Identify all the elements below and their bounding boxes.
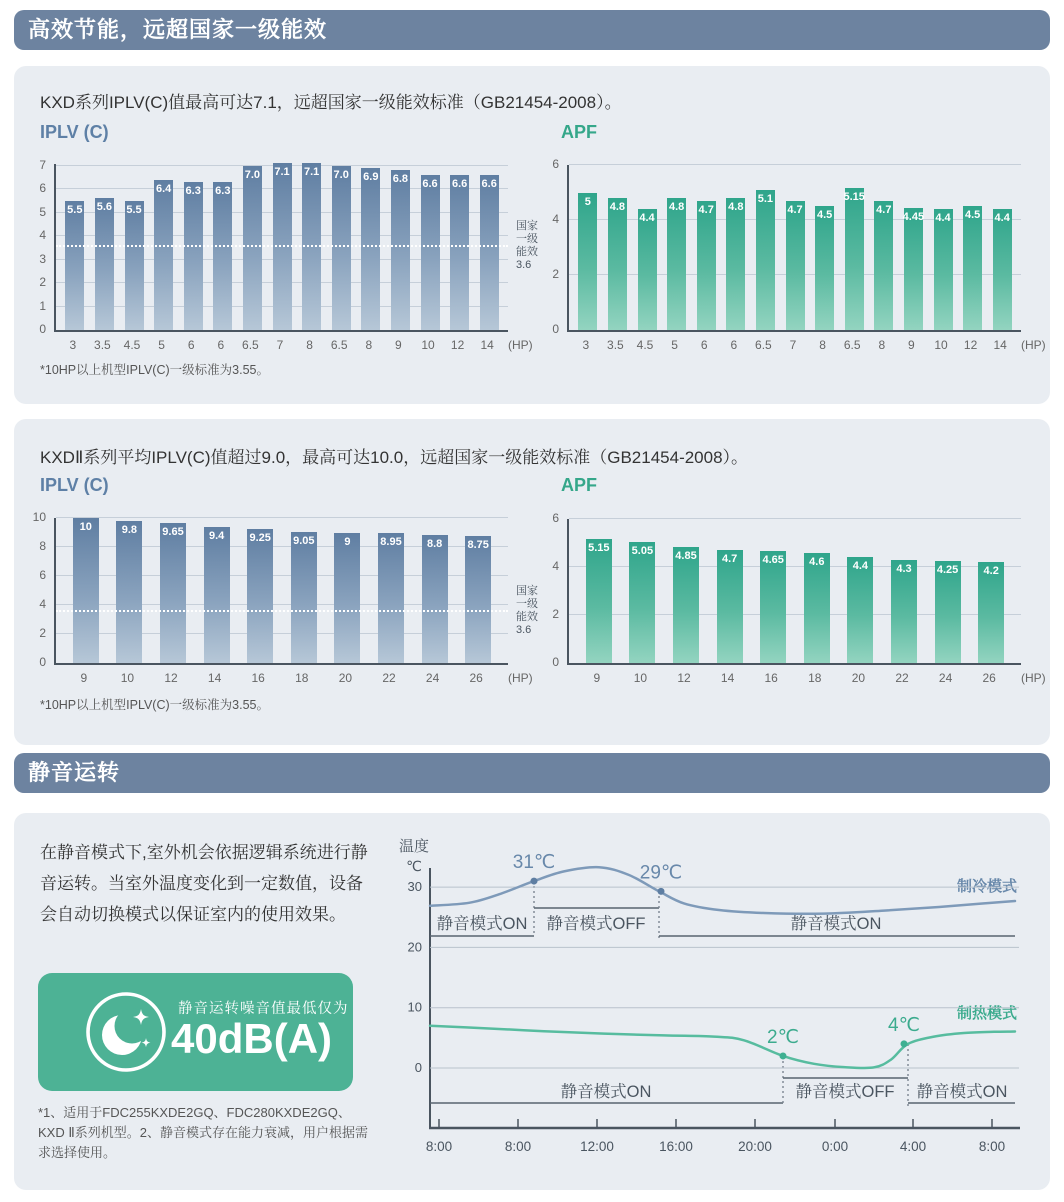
heating-segment-label: 静音模式OFF — [795, 1083, 895, 1101]
bar — [760, 551, 786, 663]
y-tick-label: 2 — [552, 267, 559, 281]
bar — [361, 168, 380, 330]
kxd2-footnote: *10HP以上机型IPLV(C)一级标准为3.55。 — [40, 698, 269, 712]
bar — [845, 188, 864, 330]
x-tick-label: 12 — [963, 338, 978, 352]
y-tick-label: 4 — [552, 559, 559, 573]
bar — [786, 201, 805, 330]
bar-value-label: 4.5 — [816, 209, 833, 222]
kxd2-intro-text: KXDⅡ系列平均IPLV(C)值超过9.0，最高可达10.0，远超国家一级能效标准（GB21454-2008）。 — [40, 448, 749, 467]
bar — [334, 533, 360, 664]
x-tick-label: 8 — [878, 338, 886, 352]
bar-value-label: 6.4 — [155, 182, 172, 195]
y-tick-label: 6 — [552, 511, 559, 525]
threshold-temp-label: 29℃ — [639, 862, 683, 884]
bar — [213, 182, 232, 330]
x-tick-label: 7 — [789, 338, 797, 352]
bar — [73, 518, 99, 663]
bar — [891, 560, 917, 663]
bar — [726, 198, 745, 330]
kxd-iplv-chart-title: IPLV (C) — [40, 122, 109, 142]
bar-value-label: 9.4 — [208, 529, 225, 542]
bar-plot — [54, 518, 508, 665]
bar — [697, 201, 716, 330]
bar-value-label: 10 — [79, 521, 92, 533]
panel-kxd2-series — [14, 419, 1050, 745]
standard-note-line: 国家 — [516, 220, 538, 232]
bar-value-label: 9.8 — [121, 523, 138, 536]
y-tick-label: 7 — [39, 157, 46, 172]
x-tick-label: 5 — [671, 338, 678, 352]
panel-quiet-mode — [14, 813, 1050, 1190]
bar — [815, 206, 834, 330]
y-tick-label: 0 — [414, 1060, 422, 1075]
x-tick-label: 6 — [700, 338, 708, 352]
bar — [116, 521, 142, 663]
x-tick-label: 3.5 — [94, 338, 111, 352]
x-tick-label: 20 — [851, 671, 866, 685]
threshold-temp-label: 4℃ — [888, 1014, 920, 1036]
bar — [204, 527, 230, 663]
bar-value-label: 9.65 — [162, 526, 184, 539]
bar-value-label: 4.6 — [809, 555, 825, 568]
y-tick-label: 20 — [407, 939, 422, 955]
x-tick-label: 18 — [295, 671, 309, 685]
bar-value-label: 9 — [344, 535, 351, 548]
y-axis-title: 温度 — [398, 838, 430, 855]
x-tick-label: 14 — [720, 671, 735, 685]
bar — [804, 553, 830, 663]
bar — [629, 542, 655, 663]
x-tick-label: 20:00 — [738, 1139, 772, 1154]
x-tick-label: 14 — [480, 338, 494, 352]
bar-value-label: 8.95 — [380, 536, 402, 549]
cooling-curve — [430, 867, 1015, 914]
bar — [963, 206, 982, 330]
bar-value-label: 5.5 — [126, 203, 142, 216]
y-tick-label: 10 — [32, 510, 46, 524]
y-tick-label: 4 — [552, 212, 559, 226]
bar — [934, 209, 953, 330]
x-tick-label: 16:00 — [659, 1139, 693, 1154]
bar-value-label: 4.8 — [668, 201, 685, 213]
x-unit-label: (HP) — [1021, 671, 1046, 685]
bar — [578, 193, 597, 331]
x-tick-label: 6.5 — [755, 338, 772, 352]
x-tick-label: 18 — [808, 671, 822, 685]
quiet-mode-temperature-chart — [384, 818, 1052, 1168]
bar — [184, 182, 203, 330]
bar — [717, 550, 743, 663]
threshold-marker — [780, 1052, 787, 1059]
threshold-marker — [531, 878, 538, 885]
x-tick-label: 3 — [582, 338, 590, 352]
bar — [480, 175, 499, 330]
standard-note-line: 国家 — [516, 585, 538, 597]
y-tick-label: 4 — [39, 228, 46, 242]
cooling-mode-label: 制冷模式 — [956, 878, 1017, 895]
x-tick-label: 6 — [730, 338, 738, 352]
x-unit-label: (HP) — [508, 671, 533, 685]
bar — [332, 166, 351, 331]
x-tick-label: 10 — [120, 671, 135, 685]
x-tick-label: 8:00 — [425, 1139, 453, 1154]
bar — [154, 180, 173, 330]
bar-value-label: 4.45 — [902, 210, 925, 223]
x-tick-label: 0:00 — [821, 1139, 849, 1154]
bar-value-label: 4.65 — [762, 554, 784, 567]
y-tick-label: 10 — [407, 999, 422, 1015]
bar-value-label: 4.7 — [721, 553, 738, 566]
y-tick-label: 30 — [407, 879, 422, 895]
standard-efficiency-line — [56, 245, 508, 247]
x-tick-label: 8 — [306, 338, 313, 352]
bar-value-label: 9.25 — [249, 531, 271, 544]
bar-value-label: 5.6 — [96, 201, 113, 214]
bar — [993, 209, 1012, 330]
noise-badge — [38, 973, 353, 1091]
x-tick-label: 22 — [895, 671, 909, 685]
x-tick-label: 3.5 — [607, 338, 624, 352]
bar-value-label: 7.1 — [303, 166, 320, 179]
y-tick-label: 2 — [552, 607, 559, 621]
y-tick-label: 0 — [39, 322, 46, 336]
bar — [391, 170, 410, 330]
bar — [378, 533, 404, 663]
x-tick-label: 6 — [187, 338, 195, 352]
x-tick-label: 14 — [207, 671, 222, 685]
x-tick-label: 4.5 — [123, 338, 141, 352]
bar-value-label: 4.4 — [935, 212, 951, 224]
x-tick-label: 9 — [395, 338, 402, 352]
bar-value-label: 6.6 — [481, 177, 497, 190]
bar-value-label: 8.75 — [467, 539, 489, 552]
bar-value-label: 4.3 — [896, 562, 912, 575]
y-tick-label: 5 — [39, 204, 46, 219]
gridline — [56, 517, 508, 518]
x-tick-label: 8 — [819, 338, 826, 352]
bar — [608, 198, 627, 330]
x-unit-label: (HP) — [1021, 338, 1046, 352]
x-tick-label: 5 — [158, 338, 165, 352]
x-tick-label: 8:00 — [504, 1139, 532, 1154]
bar-value-label: 5.15 — [843, 191, 865, 204]
y-tick-label: 2 — [39, 626, 46, 640]
standard-efficiency-line — [56, 610, 508, 612]
bar — [465, 536, 491, 663]
x-tick-label: 6.5 — [330, 338, 348, 352]
kxd2-iplv-chart-title: IPLV (C) — [40, 475, 109, 495]
bar — [422, 535, 448, 663]
kxd-intro-text: KXD系列IPLV(C)值最高可达7.1，远超国家一级能效标准（GB21454-2008）。 — [40, 93, 622, 112]
bar — [935, 561, 961, 663]
x-tick-label: 6.5 — [843, 338, 861, 352]
x-tick-label: 4:00 — [899, 1139, 927, 1154]
gridline — [569, 164, 1021, 165]
panel-kxd-series — [14, 66, 1050, 404]
bar — [247, 529, 273, 663]
standard-efficiency-note — [516, 220, 538, 272]
section-header-quiet: 静音运转 — [14, 753, 1050, 793]
bar-value-label: 8.8 — [426, 538, 443, 551]
bar-value-label: 6.9 — [363, 170, 379, 183]
bar-value-label: 4.4 — [994, 212, 1010, 224]
bar-value-label: 9.05 — [293, 534, 315, 547]
bar — [756, 190, 775, 330]
y-tick-label: 0 — [552, 655, 559, 669]
bar-value-label: 4.2 — [983, 565, 999, 578]
bar-value-label: 5.05 — [631, 544, 654, 557]
bar-value-label: 6.3 — [215, 185, 231, 197]
x-tick-label: 24 — [425, 671, 440, 685]
standard-note-line: 能效 — [516, 611, 538, 623]
cooling-segment-label: 静音模式ON — [790, 915, 882, 933]
quiet-footnote: *1、适用于FDC255KXDE2GQ、FDC280KXDE2GQ、KXD Ⅱ系列机型。2、静音模式存在能力衰减，用户根据需求选择使用。 — [38, 1105, 368, 1160]
bar — [95, 198, 114, 330]
bar-value-label: 7.0 — [244, 168, 261, 181]
gridline — [569, 518, 1021, 519]
x-tick-label: 20 — [338, 671, 353, 685]
quiet-description: 在静音模式下,室外机会依据逻辑系统进行静音运转。当室外温度变化到一定数值，设备会自动切换模式以保证室内的使用效果。 — [40, 843, 368, 924]
bar-value-label: 4.7 — [787, 203, 803, 216]
y-tick-label: 2 — [39, 275, 46, 289]
x-tick-label: 16 — [251, 671, 265, 685]
bar — [243, 166, 262, 331]
bar — [302, 163, 321, 330]
x-tick-label: 3 — [69, 338, 77, 352]
noise-badge-value: 40dB(A) — [171, 1015, 333, 1062]
bar-value-label: 5.5 — [67, 203, 83, 216]
bar-value-label: 4.4 — [639, 212, 655, 224]
bar — [125, 201, 144, 330]
y-tick-label: 1 — [39, 298, 46, 313]
standard-note-line: 3.6 — [516, 259, 532, 271]
x-tick-label: 22 — [382, 671, 396, 685]
bar — [65, 201, 84, 330]
bar-value-label: 4.7 — [876, 203, 892, 216]
y-tick-label: 6 — [39, 568, 46, 582]
bar-value-label: 6.6 — [422, 177, 438, 190]
cooling-segment-label: 静音模式OFF — [546, 915, 646, 933]
bar-value-label: 4.7 — [698, 203, 714, 216]
kxd-apf-chart-title: APF — [561, 122, 597, 142]
bar — [638, 209, 657, 330]
x-tick-label: 12 — [164, 671, 178, 685]
y-tick-label: 3 — [39, 251, 46, 266]
x-tick-label: 9 — [908, 338, 915, 352]
bar-value-label: 5.1 — [757, 192, 774, 205]
bar-value-label: 4.85 — [675, 549, 697, 562]
bar-value-label: 4.8 — [609, 201, 626, 213]
bar-value-label: 6.6 — [451, 177, 468, 190]
noise-badge-caption: 静音运转噪音值最低仅为 — [178, 1001, 349, 1017]
y-tick-label: 6 — [39, 181, 46, 195]
bar-value-label: 4.4 — [852, 560, 869, 573]
y-tick-label: 8 — [39, 539, 46, 553]
bar-value-label: 7.0 — [333, 168, 349, 181]
x-tick-label: 26 — [469, 671, 483, 685]
standard-note-line: 3.6 — [516, 624, 532, 636]
y-tick-label: 6 — [552, 157, 559, 171]
threshold-marker — [658, 888, 665, 895]
moon-stars-icon — [84, 990, 168, 1074]
x-tick-label: 10 — [421, 338, 435, 352]
x-tick-label: 9 — [593, 671, 601, 685]
x-tick-label: 12:00 — [580, 1139, 614, 1154]
bar — [978, 562, 1004, 663]
y-axis-unit: ℃ — [406, 858, 422, 874]
x-tick-label: 8:00 — [978, 1139, 1006, 1154]
x-tick-label: 4.5 — [636, 338, 654, 352]
bar — [160, 523, 186, 663]
kxd-footnote: *10HP以上机型IPLV(C)一级标准为3.55。 — [40, 363, 269, 377]
bar — [450, 175, 469, 330]
x-tick-label: 24 — [938, 671, 953, 685]
bar — [291, 532, 317, 663]
x-unit-label: (HP) — [508, 338, 533, 352]
bar — [421, 175, 440, 330]
y-tick-label: 0 — [552, 322, 559, 336]
bar — [273, 163, 292, 330]
bar — [667, 198, 686, 330]
bar-value-label: 4.8 — [728, 201, 744, 213]
x-tick-label: 6 — [217, 338, 225, 352]
kxd2-apf-chart-title: APF — [561, 475, 597, 495]
bar-value-label: 4.25 — [936, 564, 959, 576]
threshold-marker — [901, 1040, 908, 1047]
x-tick-label: 8 — [365, 338, 373, 352]
bar-value-label: 7.1 — [274, 166, 290, 179]
bar-plot — [567, 519, 1021, 665]
bar-value-label: 5.15 — [588, 542, 610, 555]
section-header-efficiency: 高效节能，远超国家一级能效 — [14, 10, 1050, 50]
bar — [673, 547, 699, 663]
bar-value-label: 5 — [584, 195, 591, 208]
line-chart-generated — [408, 852, 1019, 1154]
x-tick-label: 7 — [276, 338, 284, 352]
bar — [874, 201, 893, 330]
cooling-segment-label: 静音模式ON — [436, 915, 528, 933]
x-tick-label: 14 — [993, 338, 1007, 352]
bar-value-label: 6.8 — [392, 173, 409, 186]
x-tick-label: 26 — [982, 671, 996, 685]
x-tick-label: 10 — [633, 671, 648, 685]
x-tick-label: 10 — [934, 338, 948, 352]
standard-note-line: 能效 — [516, 246, 538, 258]
y-tick-label: 0 — [39, 655, 46, 669]
x-tick-label: 12 — [677, 671, 691, 685]
threshold-temp-label: 2℃ — [767, 1026, 799, 1048]
heating-segment-label: 静音模式ON — [560, 1083, 652, 1101]
x-tick-label: 9 — [80, 671, 88, 685]
standard-note-line: 一级 — [516, 233, 538, 245]
bar-plot — [54, 164, 508, 332]
bar-value-label: 4.5 — [964, 209, 981, 222]
bar-plot — [567, 165, 1021, 332]
heating-curve — [430, 1026, 1015, 1068]
x-tick-label: 6.5 — [242, 338, 259, 352]
x-tick-label: 16 — [764, 671, 778, 685]
standard-note-line: 一级 — [516, 598, 538, 610]
heating-segment-label: 静音模式ON — [916, 1083, 1008, 1101]
threshold-temp-label: 31℃ — [512, 852, 556, 874]
bar — [847, 557, 873, 663]
bar-value-label: 6.3 — [185, 185, 201, 197]
y-tick-label: 4 — [39, 597, 46, 611]
bar — [586, 539, 612, 663]
x-tick-label: 12 — [450, 338, 465, 352]
bar — [904, 208, 923, 330]
heating-mode-label: 制热模式 — [956, 1005, 1017, 1022]
